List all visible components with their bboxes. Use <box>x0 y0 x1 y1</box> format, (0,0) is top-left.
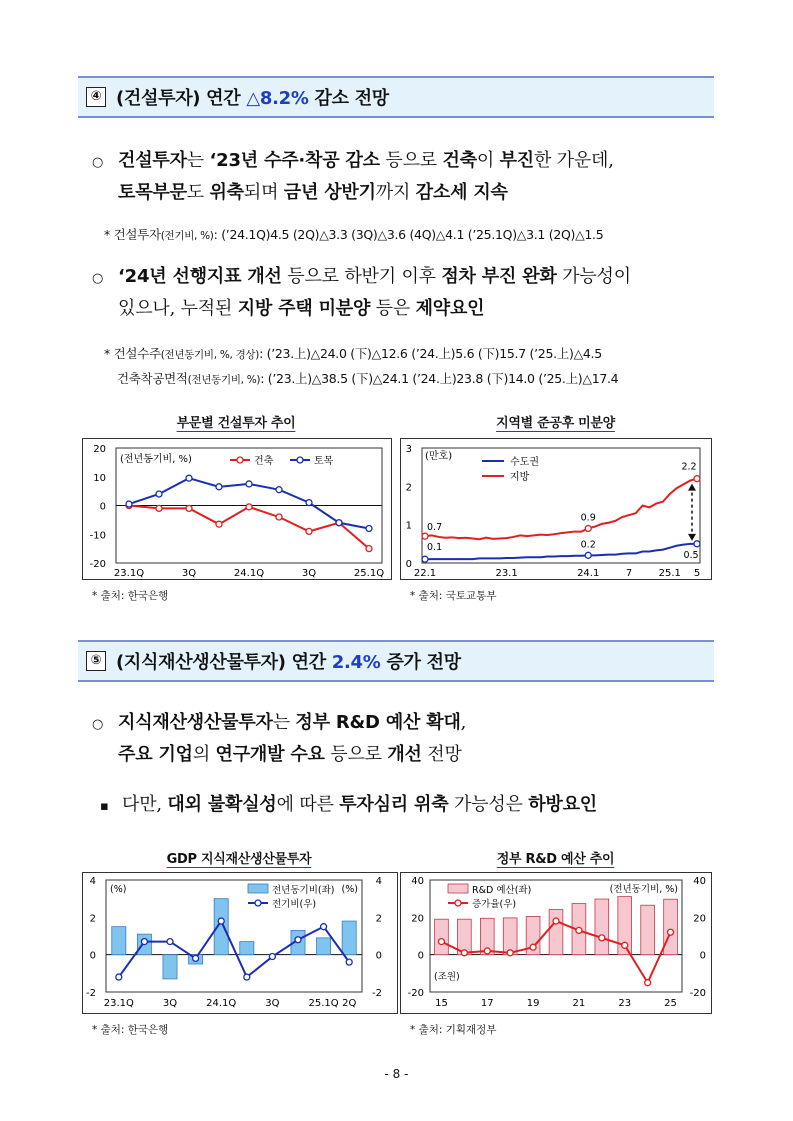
chart-rnd-budget <box>400 872 712 1014</box>
data-label: 2.2 <box>681 461 697 473</box>
data-label: 0.7 <box>427 522 443 534</box>
data-point <box>156 491 162 497</box>
y-tick-label: -20 <box>89 559 106 570</box>
data-point <box>461 950 467 956</box>
data-label: 0.9 <box>580 512 596 524</box>
legend-label: R&D 예산(좌) <box>472 885 532 896</box>
y-tick-label: -10 <box>89 530 106 542</box>
body-text: 도 <box>186 182 210 203</box>
body-text: 등은 <box>370 298 416 319</box>
legend-label: 수도권 <box>510 457 539 468</box>
data-point <box>422 533 428 539</box>
emphasized-text: 토목부문 <box>118 182 187 203</box>
data-point <box>141 939 147 945</box>
data-point <box>694 541 700 547</box>
x-tick-label: 19 <box>526 998 540 1009</box>
legend-swatch <box>248 884 268 893</box>
chart-source: * 출처: 한국은행 <box>92 590 169 602</box>
emphasized-text: 금년 상반기 <box>283 182 376 203</box>
unit-label: (전년동기비, %) <box>120 454 192 465</box>
data-point <box>553 918 559 924</box>
data-point <box>276 487 282 493</box>
y-tick-label-left: 40 <box>411 876 424 887</box>
body-text: 등으로 <box>324 744 388 765</box>
body-text: 이 <box>476 150 500 171</box>
data-point <box>186 505 192 511</box>
y-tick-label-left: 0 <box>417 950 424 962</box>
y-tick-label: 3 <box>405 444 412 455</box>
emphasized-text: 지식재산생산물투자 <box>118 712 273 733</box>
data-point <box>622 942 628 948</box>
body-text: 에 따른 <box>276 794 340 815</box>
body-text: , <box>460 712 467 733</box>
y-tick-label-right: 0 <box>375 950 382 962</box>
x-tick-label: 25.1 <box>658 568 681 579</box>
emphasized-text: 하방요인 <box>528 794 597 815</box>
data-point <box>167 939 173 945</box>
square-bullet: ▪ <box>100 799 109 814</box>
bar-yoy <box>112 927 126 955</box>
chart-title: 부문별 건설투자 추이 <box>176 416 296 431</box>
y-tick-label-right: 2 <box>375 913 382 925</box>
y-tick-label-right: -20 <box>689 988 706 999</box>
y-tick-label-right: 20 <box>693 913 706 925</box>
x-tick-label: 24.1Q <box>233 568 265 579</box>
x-tick-label: 7 <box>625 568 633 579</box>
data-point <box>186 475 192 481</box>
data-point <box>645 980 651 986</box>
unit-label: (만호) <box>425 451 453 462</box>
chart-title: 지역별 준공후 미분양 <box>496 416 615 431</box>
x-tick-label: 25.1Q <box>308 998 339 1009</box>
circle-bullet: ○ <box>92 155 104 170</box>
x-tick-label: 25 <box>664 998 677 1009</box>
legend-label: 건축 <box>254 456 274 467</box>
chart-source: * 출처: 국토교통부 <box>410 590 497 602</box>
legend-label: 전년동기비(좌) <box>272 885 335 896</box>
bar-budget <box>549 909 563 954</box>
data-point <box>599 935 605 941</box>
x-tick-label: 24.1 <box>577 568 600 579</box>
chart-ip-investment <box>82 872 398 1014</box>
section-title: (지식재산생산물투자) 연간 2.4% 증가 전망 <box>116 652 461 673</box>
bar-yoy <box>163 955 177 979</box>
x-tick-label: 23 <box>618 998 632 1009</box>
x-tick-label: 3Q <box>265 998 280 1009</box>
emphasized-text: 위축 <box>209 182 244 203</box>
y-tick-label: 0 <box>405 559 412 570</box>
paragraph-ip-investment-1 <box>92 708 466 770</box>
paragraph-ip-investment-2 <box>100 790 597 822</box>
x-tick-label: 15 <box>435 998 448 1009</box>
bar-yoy <box>317 938 331 955</box>
body-text: 의 <box>192 744 216 765</box>
data-point <box>244 974 250 980</box>
emphasized-text: ‘23년 수주·착공 감소 <box>209 150 380 171</box>
y-tick-label-right: 40 <box>693 876 706 887</box>
body-text: 되며 <box>243 182 284 203</box>
data-point <box>246 481 252 487</box>
data-point <box>276 514 282 520</box>
chart-source: * 출처: 기획재정부 <box>410 1024 497 1036</box>
emphasized-text: 점차 부진 완화 <box>441 266 557 287</box>
bar-budget <box>641 905 655 954</box>
emphasized-text: 지방 주택 미분양 <box>237 298 371 319</box>
data-point <box>585 552 591 558</box>
data-point <box>336 520 342 526</box>
x-tick-label: 23.1 <box>495 568 518 579</box>
x-tick-label: 5 <box>693 568 701 579</box>
data-point <box>484 948 490 954</box>
body-text: 는 <box>186 150 210 171</box>
data-point <box>216 484 222 490</box>
bar-budget <box>664 899 678 954</box>
data-label: 0.1 <box>427 542 443 554</box>
page-number: - 8 - <box>384 1067 409 1081</box>
emphasized-text: 대외 불확실성 <box>167 794 277 815</box>
y-tick-label-right: 4 <box>375 876 382 887</box>
emphasized-text: 건설투자 <box>118 150 187 171</box>
body-text: 한 가운데, <box>533 150 614 171</box>
unit-label-left: (%) <box>110 884 127 895</box>
data-point <box>306 528 312 534</box>
data-point <box>295 937 301 943</box>
data-point <box>366 546 372 552</box>
body-text: 있으나, 누적된 <box>118 298 238 319</box>
y-tick-label-left: -2 <box>86 988 96 999</box>
data-label: 0.5 <box>683 549 699 561</box>
x-tick-label: 21 <box>572 998 586 1009</box>
y-tick-label: 20 <box>93 444 106 455</box>
data-point <box>156 505 162 511</box>
unit-label-right: (%) <box>341 884 358 895</box>
body-text: 전망 <box>421 744 462 765</box>
data-point <box>321 924 327 930</box>
y-tick-label: 10 <box>93 472 106 484</box>
paragraph-construction-1 <box>92 146 614 208</box>
data-point <box>218 918 224 924</box>
note-construction-investment: * 건설투자(전기비, %): (’24.1Q)4.5 (2Q)△3.3 (3Q)△3.6 (4Q)△4.1 (’25.1Q)△3.1 (2Q)△1.5 <box>104 227 604 242</box>
emphasized-text: 정부 R&D 예산 확대 <box>295 712 461 733</box>
note-construction-starts: 건축착공면적(전년동기비, %): (’23.上)△38.5 (下)△24.1 (’24.上)23.8 (下)14.0 (’25.上)△17.4 <box>117 371 619 386</box>
bar-yoy <box>240 942 254 955</box>
data-point <box>694 476 700 482</box>
data-point <box>269 954 275 960</box>
body-text: 까지 <box>375 182 416 203</box>
section-number: ⑤ <box>86 651 106 671</box>
y-tick-label-right: 0 <box>699 950 706 962</box>
y-tick-label-left: -20 <box>407 988 424 999</box>
y-tick-label-left: 0 <box>89 950 96 962</box>
note-construction-orders: * 건설수주(전년동기비, %, 경상): (’23.上)△24.0 (下)△12.6 (’24.上)5.6 (下)15.7 (’25.上)△4.5 <box>104 346 602 361</box>
y-tick-label-right: -2 <box>372 988 382 999</box>
unit-label-right: (전년동기비, %) <box>609 884 678 895</box>
x-tick-label: 22.1 <box>413 568 437 579</box>
body-text: 다만, <box>122 794 168 815</box>
paragraph-construction-2 <box>92 262 631 324</box>
data-point <box>668 929 674 935</box>
body-text: 등으로 하반기 이후 <box>281 266 442 287</box>
x-tick-label: 23.1Q <box>113 568 145 579</box>
body-text: 등으로 <box>379 150 443 171</box>
body-text: 는 <box>272 712 296 733</box>
x-tick-label: 3Q <box>301 568 317 579</box>
legend-marker <box>255 900 261 906</box>
legend-marker <box>237 457 243 463</box>
data-point <box>246 504 252 510</box>
section-title: (건설투자) 연간 △8.2% 감소 전망 <box>116 88 389 109</box>
section-4-header <box>78 76 714 118</box>
x-tick-label: 3Q <box>181 568 197 579</box>
data-point <box>346 959 352 965</box>
chart-source: * 출처: 한국은행 <box>92 1024 169 1036</box>
y-tick-label-left: 20 <box>411 913 424 925</box>
legend-label: 지방 <box>510 472 530 483</box>
x-tick-label: 2Q <box>342 998 357 1009</box>
emphasized-text: 감소세 지속 <box>415 182 508 203</box>
emphasized-text: 연구개발 수요 <box>215 744 325 765</box>
y-tick-label-left: 2 <box>89 913 96 925</box>
data-point <box>530 944 536 950</box>
data-point <box>193 955 199 961</box>
chart-title: GDP 지식재산생산물투자 <box>166 852 312 867</box>
chart-construction-by-sector <box>82 438 392 580</box>
emphasized-text: 제약요인 <box>415 298 485 319</box>
emphasized-text: 투자심리 위축 <box>339 794 449 815</box>
chart-unsold-housing <box>400 438 712 580</box>
data-point <box>438 939 444 945</box>
legend-label: 전기비(우) <box>272 899 317 910</box>
data-point <box>116 974 122 980</box>
legend-marker <box>297 457 303 463</box>
x-tick-label: 17 <box>480 998 494 1009</box>
y-tick-label: 0 <box>99 501 106 513</box>
data-point <box>366 526 372 532</box>
legend-label: 증가율(우) <box>472 899 517 910</box>
chart-title: 정부 R&D 예산 추이 <box>496 852 615 867</box>
x-tick-label: 25.1Q <box>353 568 385 579</box>
x-tick-label: 3Q <box>162 998 178 1009</box>
emphasized-text: 주요 기업 <box>118 744 193 765</box>
data-point <box>507 950 513 956</box>
circle-bullet: ○ <box>92 717 104 732</box>
legend-marker <box>455 900 461 906</box>
data-point <box>306 500 312 506</box>
data-point <box>422 556 428 562</box>
body-text: 가능성이 <box>556 266 631 287</box>
legend-label: 토목 <box>314 456 334 467</box>
y-tick-label-left: 4 <box>89 876 96 887</box>
emphasized-text: 부진 <box>499 150 534 171</box>
unit-label-left: (조원) <box>434 971 460 983</box>
data-point <box>126 501 132 507</box>
data-point <box>585 526 591 532</box>
bar-budget <box>435 919 449 954</box>
x-tick-label: 23.1Q <box>103 998 134 1009</box>
data-label: 0.2 <box>580 539 596 551</box>
body-text: 가능성은 <box>448 794 529 815</box>
emphasized-text: 건축 <box>442 150 477 171</box>
bar-budget <box>595 899 609 955</box>
circle-bullet: ○ <box>92 271 104 286</box>
y-tick-label: 1 <box>405 520 412 532</box>
emphasized-text: 개선 <box>387 744 422 765</box>
bar-yoy <box>342 921 356 955</box>
emphasized-text: ‘24년 선행지표 개선 <box>118 266 282 287</box>
section-number: ④ <box>86 87 106 107</box>
legend-swatch <box>448 884 468 893</box>
y-tick-label: 2 <box>405 482 412 494</box>
data-point <box>576 927 582 933</box>
section-5-header <box>78 640 714 682</box>
x-tick-label: 24.1Q <box>206 998 237 1009</box>
data-point <box>216 521 222 527</box>
